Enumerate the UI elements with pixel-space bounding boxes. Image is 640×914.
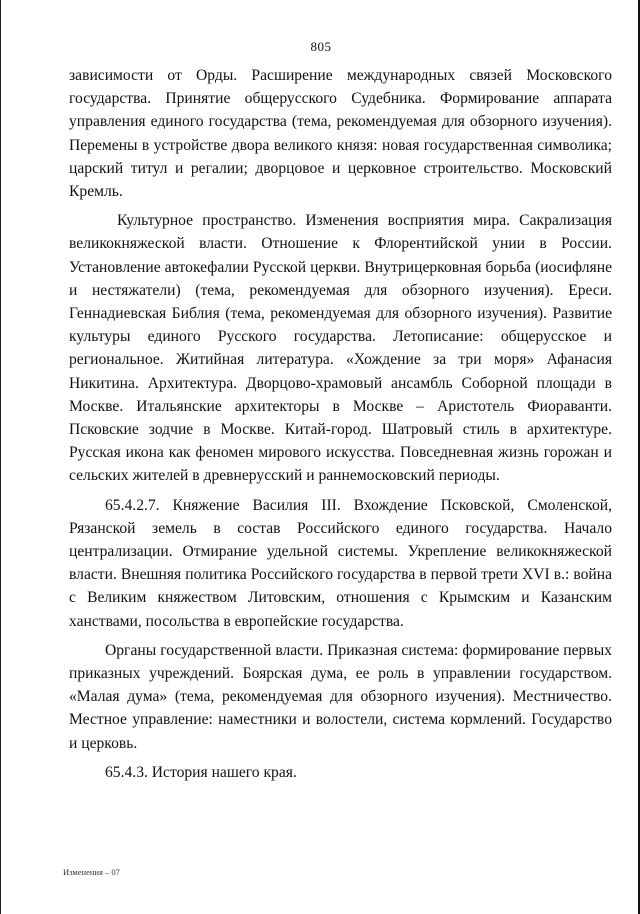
footer-revision-note: Изменения – 07 bbox=[63, 867, 120, 877]
paragraph-section-65-4-2-7: 65.4.2.7. Княжение Василия III. Вхождение Псковской, Смоленской, Рязанской земель в состав Российского единого государства. Начало централизации. Отмирание удельной системы. Укрепление великокняжеской власти. Внешняя политика Российского государства в первой трети XVI в.: война с Великим княжеством Литовским, отношения с Крымским и Казанским ханствами, посольства в европейские государства. bbox=[69, 496, 612, 630]
paragraph-cultural-space: Культурное пространство. Изменения восприятия мира. Сакрализация великокняжеской власти. Отношение к Флорентийской унии в России. Установление автокефалии Русской церкви. Внутрицерковная борьба (иосифляне и нестяжатели) (тема, рекомендуемая для обзорного изучения). Ереси. Геннадиевская Библия (тема, рекомендуемая для обзорного изучения). Развитие культуры единого Русского государства. Летописание: общерусское и региональное. Житийная литература. «Хождение за три моря» Афанасия Никитина. Архитектура. Дворцово-храмовый ансамбль Соборной площади в Москве. Итальянские архитекторы в Москве – Аристотель Фиораванти. Псковские зодчие в Москве. Китай-город. Шатровый стиль в архитектуре. Русская икона как феномен мирового искусства. Повседневная жизнь горожан и сельских жителей в древнерусский и раннемосковский периоды. bbox=[69, 212, 612, 485]
document-body bbox=[69, 64, 612, 784]
paragraph-government-bodies: Органы государственной власти. Приказная система: формирование первых приказных учреждений. Боярская дума, ее роль в управлении государством. «Малая дума» (тема, рекомендуемая для обзорного изучения). Местничество. Местное управление: наместники и волостели, система кормлений. Государство и церковь. bbox=[69, 641, 612, 752]
paragraph-continuation: зависимости от Орды. Расширение международных связей Московского государства. Принятие общерусского Судебника. Формирование аппарата управления единого государства (тема, рекомендуемая для обзорного изучения). Перемены в устройстве двора великого князя: новая государственная символика; царский титул и регалии; дворцовое и церковное строительство. Московский Кремль. bbox=[69, 67, 612, 201]
paragraph-section-65-4-3: 65.4.3. История нашего края. bbox=[105, 763, 297, 781]
page-number: 805 bbox=[310, 39, 332, 54]
